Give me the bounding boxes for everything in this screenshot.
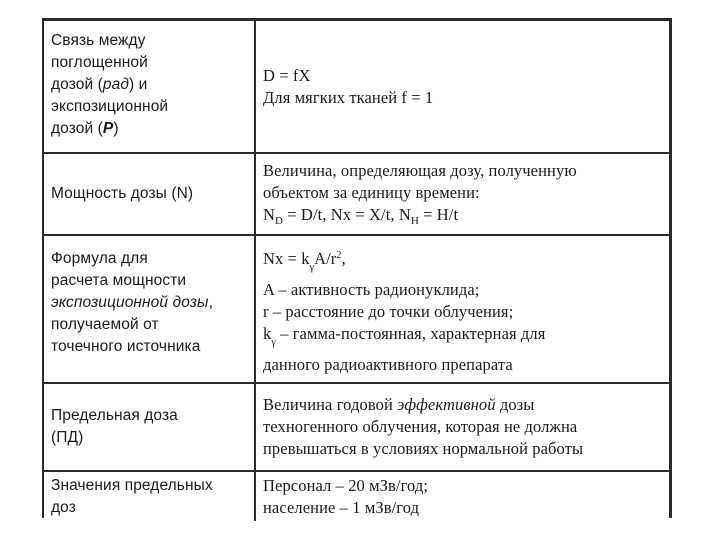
label-text: Предельная доза — [51, 407, 178, 424]
label-text: (ПД) — [51, 429, 84, 446]
unit-p: Р — [102, 120, 114, 137]
description-text: население – 1 мЗв/год — [263, 497, 420, 517]
dose-table — [42, 18, 672, 518]
formula-part: A/r — [314, 249, 337, 268]
description-text: A – активность радионуклида; — [263, 280, 480, 299]
description-text: техногенного облучения, которая не должна — [263, 417, 578, 436]
description-text: – гамма-постоянная, характерная для — [275, 324, 546, 343]
table-row — [44, 472, 669, 521]
label-text: Формула для — [51, 250, 148, 267]
label-text: дозой ( — [51, 76, 103, 93]
row-label — [44, 21, 256, 152]
formula — [263, 204, 665, 232]
description-text: Персонал – 20 мЗв/год; — [263, 475, 429, 495]
table-row — [44, 154, 669, 236]
description-text: превышаться в условиях нормальной работы — [263, 439, 584, 458]
row-description — [256, 21, 669, 152]
label-text: дозой ( — [51, 120, 103, 137]
row-description — [256, 384, 669, 470]
subscript: γ — [271, 337, 276, 348]
superscript: 2 — [336, 250, 342, 261]
row-description — [256, 472, 669, 521]
label-text: поглощенной — [51, 54, 148, 71]
label-text: Связь между — [51, 32, 146, 49]
row-description — [256, 236, 669, 382]
label-text: ) и — [128, 76, 148, 93]
subscript: D — [275, 215, 284, 227]
formula-part: = H/t — [418, 205, 459, 224]
formula-part: N — [263, 205, 276, 224]
description-text: Величина годовой — [263, 395, 398, 414]
row-description — [256, 154, 669, 234]
formula-part: k — [263, 324, 272, 343]
unit-rad: рад — [102, 76, 129, 93]
label-text: экспозиционной — [51, 98, 169, 115]
row-label — [44, 236, 256, 382]
row-label — [44, 384, 256, 470]
subscript: γ — [309, 262, 315, 273]
formula: D = fX — [263, 65, 311, 85]
formula-part: = D/t, Nx = X/t, N — [283, 205, 411, 224]
description-text: r – расстояние до точки облучения; — [263, 302, 514, 321]
description-text: дозы — [495, 395, 535, 414]
formula — [263, 245, 665, 279]
description-text-italic: эффективной — [397, 395, 496, 414]
label-text: доз — [51, 498, 76, 516]
label-text-italic: экспозиционной дозы — [51, 294, 209, 311]
table-row — [44, 21, 669, 154]
formula-part: Nx = k — [263, 249, 310, 268]
description-text: данного радиоактивного препарата — [263, 355, 513, 374]
subscript: H — [410, 215, 419, 227]
description-text: объектом за единицу времени: — [263, 183, 480, 202]
label-text: , — [208, 294, 213, 311]
label-text: точечного источника — [51, 338, 201, 355]
label-text: Мощность дозы (N) — [51, 185, 194, 202]
label-text: ) — [113, 120, 119, 137]
table-row — [44, 236, 669, 384]
label-text: Значения предельных — [51, 476, 213, 494]
row-label — [44, 472, 256, 521]
description-text: Величина, определяющая дозу, полученную — [263, 161, 577, 180]
label-text: расчета мощности — [51, 272, 187, 289]
label-text: получаемой от — [51, 316, 159, 333]
table-row — [44, 384, 669, 472]
description-text: Для мягких тканей f = 1 — [263, 87, 434, 107]
formula-part: , — [341, 249, 346, 268]
row-label — [44, 154, 256, 234]
